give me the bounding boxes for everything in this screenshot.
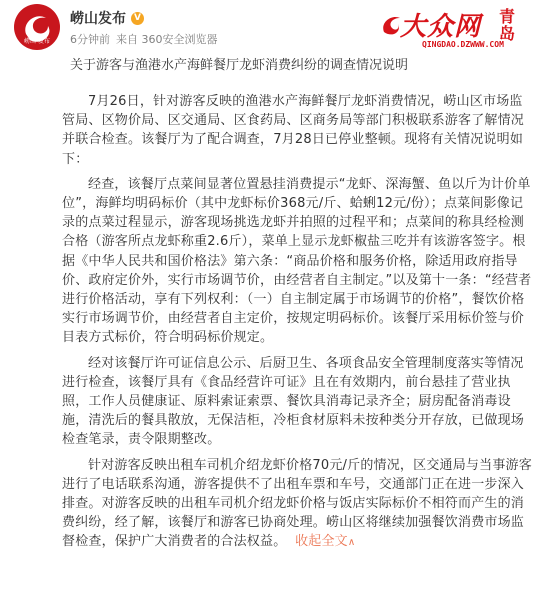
- post-paragraph-4: [62, 456, 532, 553]
- collapse-label: 收起全文: [295, 534, 348, 550]
- logo-url-text: QINGDAO.DZWWW.COM: [422, 40, 504, 49]
- logo-main-text: 大众网: [400, 12, 482, 42]
- post-title: 关于游客与渔港水产海鲜餐厅龙虾消费纠纷的调查情况说明: [70, 58, 409, 73]
- post-paragraph-4-text: 针对游客反映出租车司机介绍龙虾价格70元/斤的情况，区交通局与当事游客进行了电话联系沟通，游客提供不了出租车票和车号，交通部门正在进一步深入排查。对游客反映的出租车司机介绍龙虾价格与饭店实际标价不相符而产生的消费纠纷，经了解，该餐厅和游客已协商处理。崂山区将继续加强餐饮消费市场监督检查，保护广大消费者的合法权益。: [62, 457, 532, 550]
- collapse-full-text-link[interactable]: [295, 534, 355, 549]
- post-time[interactable]: 6分钟前: [70, 33, 110, 46]
- verified-badge-icon: V: [131, 12, 144, 25]
- post-source: 来自 360安全浏览器: [116, 33, 218, 46]
- post-paragraph-3: 经对该餐厅许可证信息公示、后厨卫生、各项食品安全管理制度落实等情况进行检查，该餐厅具有《食品经营许可证》且在有效期内，前台悬挂了营业执照，工作人员健康证、原料索证索票、餐饮具消毒记录齐全；厨房配备消毒设施，清洗后的餐具散放，无保洁柜，冷柜食材原料未按种类分开存放，已做现场检查笔录，责令限期整改。: [62, 355, 525, 448]
- post-body: [62, 92, 532, 553]
- post-meta: [70, 31, 218, 47]
- post-paragraph-2: 经查，该餐厅点菜间显著位置悬挂消费提示“龙虾、深海蟹、鱼以斤为计价单位”，海鲜均明码标价（其中龙虾标价368元/斤、蛤蜊12元/份）；点菜间影像记录的点菜过程显示，游客现场挑选龙虾并拍照的过程平和；点菜间的称具经检测合格（游客所点龙虾称重2.6斤），菜单上显示龙虾椒盐三吃并有该游客签字。根据《中华人民共和国价格法》第六条：“商品价格和服务价格，除适用政府指导价、政府定价外，实行市场调节价，由经营者自主制定。”以及第十一条：“经营者进行价格活动，享有下列权利：（一）自主制定属于市场调节的价格”，餐饮价格实行市场调节价，由经营者自主定价，按规定明码标价。该餐厅采用标价签与价目表方式标价，符合明码标价规定。: [62, 176, 532, 346]
- account-name[interactable]: 崂山发布: [70, 11, 126, 27]
- chevron-up-icon: ∧: [347, 537, 356, 549]
- logo-city-text: 青岛: [498, 7, 515, 43]
- account-avatar[interactable]: [14, 4, 60, 50]
- swirl-mark-icon: [380, 12, 402, 38]
- post-paragraph-1: 7月26日，针对游客反映的渔港水产海鲜餐厅龙虾消费情况，崂山区市场监管局、区物价局、区交通局、区食药局、区商务局等部门积极联系游客了解情况并联合检查。该餐厅为了配合调查，7月28日已停业整顿。现将有关情况说明如下：: [62, 94, 525, 167]
- post-header: [0, 0, 550, 73]
- avatar-caption: 崂山·发布: [24, 38, 50, 45]
- account-name-row: [70, 8, 144, 28]
- dzwww-watermark-logo: [380, 6, 540, 54]
